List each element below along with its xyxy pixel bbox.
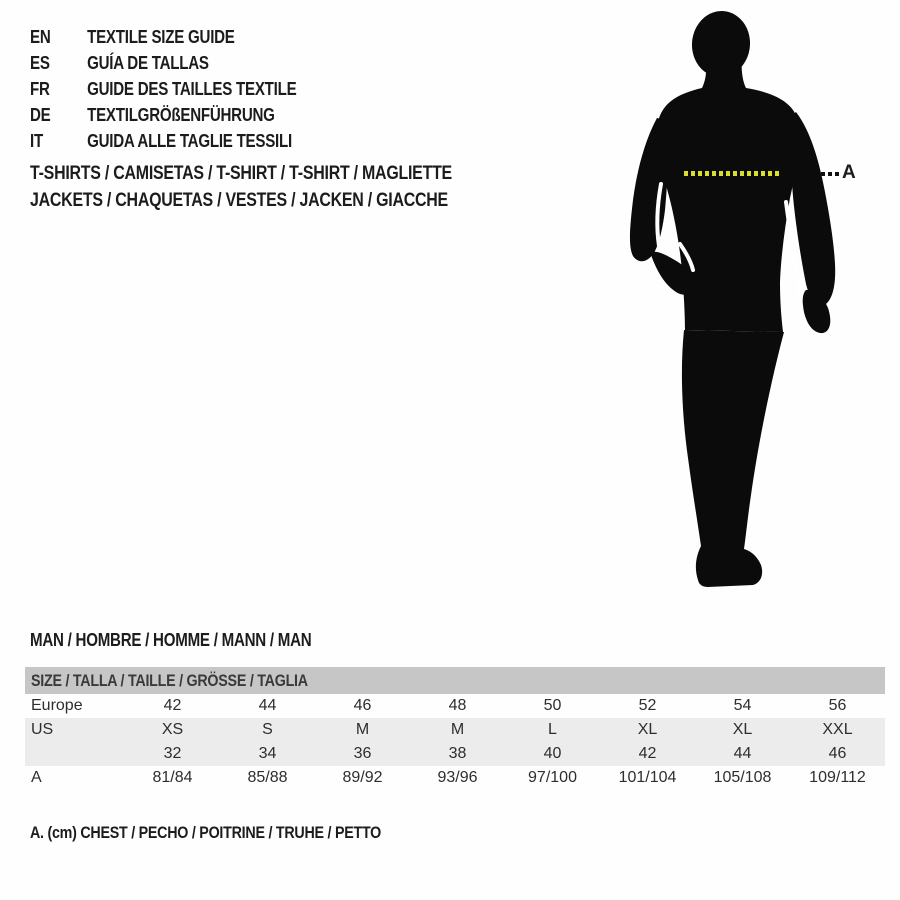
size-cell: XXL xyxy=(822,721,853,738)
language-code: DE xyxy=(30,105,51,125)
row-label: Europe xyxy=(31,697,83,714)
category-line-jackets: JACKETS / CHAQUETAS / VESTES / JACKEN / GIACCHE xyxy=(30,190,448,211)
size-table-body xyxy=(25,694,885,790)
language-title: GUIDA ALLE TAGLIE TESSILI xyxy=(87,131,292,151)
size-cell: XS xyxy=(161,721,184,738)
size-cell: 44 xyxy=(258,697,277,714)
measure-leader-dashes xyxy=(821,172,840,176)
man-silhouette xyxy=(600,0,900,600)
size-cell: 46 xyxy=(353,697,372,714)
language-row xyxy=(30,128,296,154)
size-cell: 101/104 xyxy=(618,769,677,786)
language-title: TEXTILE SIZE GUIDE xyxy=(87,27,235,47)
row-label: A xyxy=(31,769,42,786)
table-row xyxy=(25,718,885,742)
size-cell: L xyxy=(548,721,557,738)
size-cell: 89/92 xyxy=(342,769,383,786)
language-list xyxy=(30,24,296,154)
size-cell: 34 xyxy=(258,745,277,762)
language-code: FR xyxy=(30,79,50,99)
size-cell: 42 xyxy=(163,697,182,714)
size-cell: XL xyxy=(637,721,658,738)
size-cell: 46 xyxy=(828,745,847,762)
size-cell: 50 xyxy=(543,697,562,714)
size-cell: M xyxy=(355,721,370,738)
language-title: GUIDE DES TAILLES TEXTILE xyxy=(87,79,297,99)
category-line-tshirts: T-SHIRTS / CAMISETAS / T-SHIRT / T-SHIRT / MAGLIETTE xyxy=(30,163,452,184)
size-cell: 38 xyxy=(448,745,467,762)
language-code: IT xyxy=(30,131,43,151)
man-silhouette-figure xyxy=(600,0,900,600)
language-title: TEXTILGRÖßENFÜHRUNG xyxy=(87,105,275,125)
size-cell: 54 xyxy=(733,697,752,714)
size-cell: 32 xyxy=(163,745,182,762)
size-cell: 52 xyxy=(638,697,657,714)
size-cell: 109/112 xyxy=(809,769,866,786)
table-row xyxy=(25,766,885,790)
size-cell: XL xyxy=(732,721,753,738)
size-cell: 42 xyxy=(638,745,657,762)
size-cell: M xyxy=(450,721,465,738)
size-cell: 44 xyxy=(733,745,752,762)
language-row xyxy=(30,102,296,128)
section-title-man: MAN / HOMBRE / HOMME / MANN / MAN xyxy=(30,630,312,650)
table-row xyxy=(25,694,885,718)
size-cell: 36 xyxy=(353,745,372,762)
table-row xyxy=(25,742,885,766)
size-cell: 81/84 xyxy=(152,769,193,786)
measure-label-a: A xyxy=(842,162,856,183)
size-cell: S xyxy=(262,721,273,738)
language-row xyxy=(30,24,296,50)
size-cell: 93/96 xyxy=(437,769,478,786)
size-cell: 97/100 xyxy=(528,769,577,786)
size-cell: 56 xyxy=(828,697,847,714)
size-table-header-text: SIZE / TALLA / TAILLE / GRÖSSE / TAGLIA xyxy=(31,671,308,690)
language-code: ES xyxy=(30,53,50,73)
language-code: EN xyxy=(30,27,51,47)
row-label: US xyxy=(31,721,54,738)
category-lines xyxy=(30,160,452,214)
size-cell: 105/108 xyxy=(713,769,772,786)
size-cell: 40 xyxy=(543,745,562,762)
size-table-header xyxy=(25,667,885,694)
language-row xyxy=(30,76,296,102)
measurement-footnote: A. (cm) CHEST / PECHO / POITRINE / TRUHE / PETTO xyxy=(30,823,382,842)
size-cell: 48 xyxy=(448,697,467,714)
size-table xyxy=(25,667,885,790)
chest-measure-dotted-line xyxy=(684,171,781,176)
row-label xyxy=(25,742,125,766)
size-cell: 85/88 xyxy=(247,769,288,786)
language-row xyxy=(30,50,296,76)
language-title: GUÍA DE TALLAS xyxy=(87,53,209,73)
